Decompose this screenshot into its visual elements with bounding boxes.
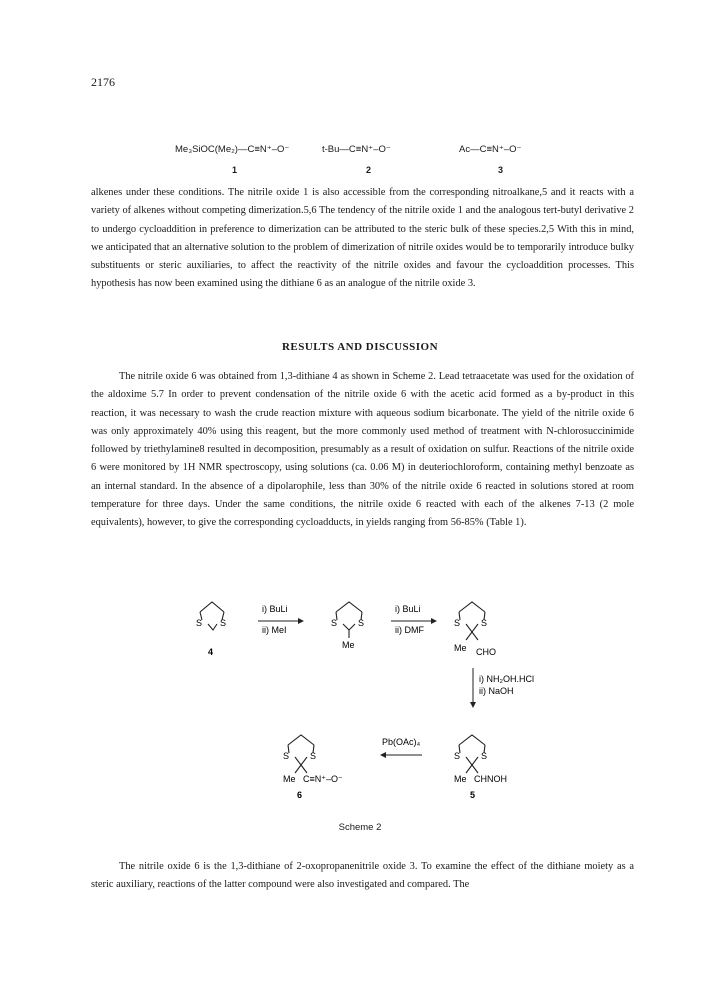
label-6: 6: [297, 790, 303, 800]
chnoh-label: CHNOH: [474, 774, 507, 784]
s-label: S: [220, 618, 227, 628]
arrow-head: [298, 618, 304, 624]
s-label: S: [454, 751, 461, 761]
arrow-head: [431, 618, 437, 624]
section-heading: RESULTS AND DISCUSSION: [281, 341, 439, 353]
step3-reagent-1: i) NH₂OH.HCl: [479, 674, 534, 684]
me-label: Me: [342, 640, 355, 650]
step2-reagent-1: i) BuLi: [395, 604, 421, 614]
step2-reagent-2: ii) DMF: [395, 625, 424, 635]
compound-2-formula: t-Bu—C≡N⁺–O⁻: [322, 144, 391, 155]
s-label: S: [481, 751, 488, 761]
me-label: Me: [283, 774, 296, 784]
s-label: S: [331, 618, 338, 628]
s-label: S: [358, 618, 365, 628]
s-label: S: [196, 618, 203, 628]
page-number: 2176: [91, 75, 115, 89]
s-label: S: [481, 618, 488, 628]
nitrile-oxide-label: C≡N⁺–O⁻: [303, 774, 343, 784]
paragraph-1: alkenes under these conditions. The nitrile oxide 1 is also accessible from the corresponding nitroalkane,5 and it reacts with a variety of alkenes without competing dimerization.5,6 The tendency of the nitrile oxide 1 and the analogous tert-butyl derivative 2 to undergo cycloaddition in preference to dimerization can be attributed to the steric bulk of these species.2,5 With this in mind, we anticipated that an alternative solution to the problem of dimerization of nitrile oxides would be to temporarily introduce bulky substituents or steric auxiliaries, to affect the reactivity of the nitrile oxides and favour the cycloaddition processes. This hypothesis has now been examined using the dithiane 6 as an analogue of the nitrile oxide 3.: [91, 187, 634, 290]
paragraph-3: The nitrile oxide 6 is the 1,3-dithiane of 2-oxopropanenitrile oxide 3. To examine the effect of the dithiane moiety as a steric auxiliary, reactions of the latter compound were also investigated and compared. The: [91, 861, 634, 891]
cho-label: CHO: [476, 647, 496, 657]
compound-2-number: 2: [366, 165, 372, 175]
s-label: S: [454, 618, 461, 628]
step1-reagent-1: i) BuLi: [262, 604, 288, 614]
s-label: S: [283, 751, 290, 761]
paragraph-2: The nitrile oxide 6 was obtained from 1,3-dithiane 4 as shown in Scheme 2. Lead tetraacetate was used for the oxidation of the aldoxime 5.7 In order to prevent condensation of the nitrile oxide 6 with the acetic acid formed as a by-product in this reaction, it was necessary to wash the crude reaction mixture with aqueous sodium bicarbonate. The yield of the nitrile oxide 6 was only approximately 40% using this reagent, but the more commonly used method of treatment with N-chlorosuccinimide followed by triethylamine8 resulted in decomposition, presumably as a result of oxidation on sulfur. Reactions of the nitrile oxide 6 were monitored by 1H NMR spectroscopy, using solutions (ca. 0.06 M) in deuteriochloroform, containing methyl benzoate as an internal standard. In the absence of a dipolarophile, less than 30% of the nitrile oxide 6 reacted in solutions stored at room temperature for three days. Under the same conditions, the nitrile oxide 6 reacted with each of the alkenes 7-13 (2 mole equivalents), however, to give the corresponding cycloadducts, in yields ranging from 56-85% (Table 1).: [91, 371, 634, 529]
arrow-head: [380, 752, 386, 758]
step4-reagent: Pb(OAc)₄: [382, 737, 421, 747]
label-5: 5: [470, 790, 476, 800]
compound-3-number: 3: [498, 165, 504, 175]
me-label: Me: [454, 774, 467, 784]
step3-reagent-2: ii) NaOH: [479, 686, 514, 696]
compound-1-formula: Me₃SiOC(Me₂)—C≡N⁺–O⁻: [175, 144, 290, 155]
label-4: 4: [208, 647, 214, 657]
compound-3-formula: Ac—C≡N⁺–O⁻: [459, 144, 522, 155]
compound-1-number: 1: [232, 165, 238, 175]
step1-reagent-2: ii) MeI: [262, 625, 287, 635]
scheme-caption: Scheme 2: [338, 822, 382, 833]
arrow-head: [470, 702, 476, 708]
s-label: S: [310, 751, 317, 761]
me-label: Me: [454, 643, 467, 653]
